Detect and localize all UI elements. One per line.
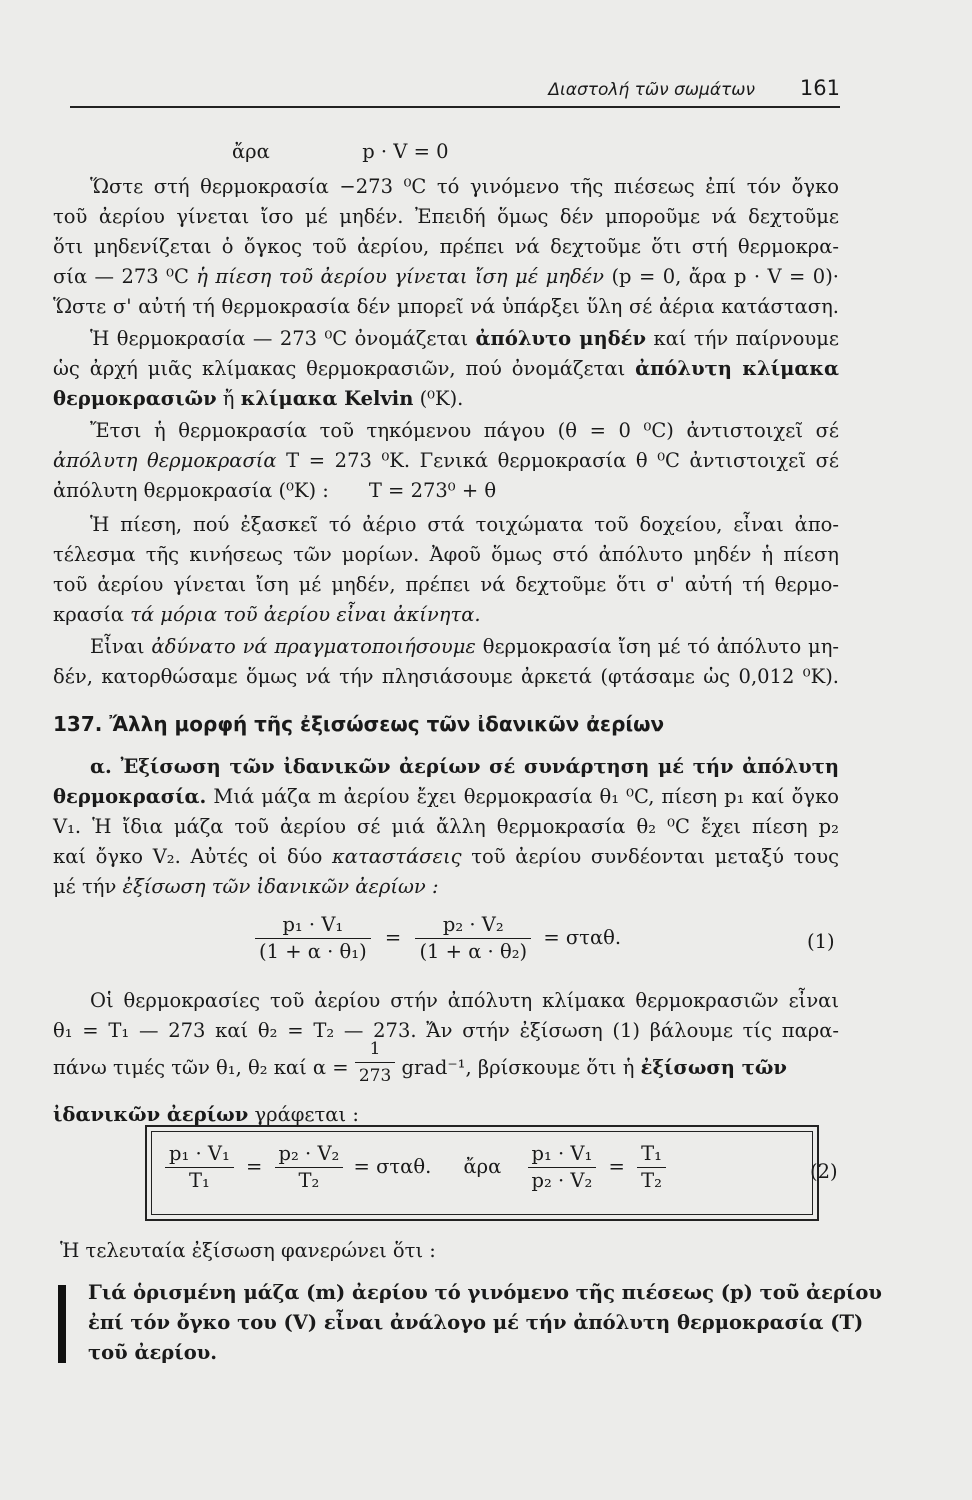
p5-line1: Εἶναι ἀδύνατο νά πραγματοποιήσουμε θερμοκρασία ἴση μέ τό ἀπόλυτο μη- — [90, 635, 839, 658]
p1-line2: τοῦ ἀερίου γίνεται ἴσο μέ μηδέν. Ἐπειδή ὅμως δέν μποροῦμε νά δεχτοῦμε — [53, 205, 839, 228]
temps-line1: Οἱ θερμοκρασίες τοῦ ἀερίου στήν ἀπόλυτη κλίμακα θερμοκρασιῶν εἶναι — [90, 989, 839, 1012]
eq-pv-zero: ἄρα p · V = 0 — [232, 140, 449, 163]
sa-line1: α. Ἐξίσωση τῶν ἰδανικῶν ἀερίων σέ συνάρτηση μέ τήν ἀπόλυτη — [90, 755, 839, 778]
header-rule — [70, 106, 840, 108]
p5-line2: δέν, κατορθώσαμε ὅμως νά τήν πλησιάσουμε ἀρκετά (φτάσαμε ὡς 0,012 ⁰K). — [53, 665, 839, 688]
temps-line4: ἰδανικῶν ἀερίων γράφεται : — [53, 1103, 359, 1126]
section-heading-137: 137. Ἄλλη μορφή τῆς ἐξισώσεως τῶν ἰδανικῶν ἀερίων — [53, 712, 665, 736]
p2-line2: ὡς ἀρχή μιᾶς κλίμακας θερμοκρασιῶν, πού ὀνομάζεται ἀπόλυτη κλίμακα — [53, 357, 840, 380]
p4-line3: τοῦ ἀερίου γίνεται ἴση μέ μηδέν, πρέπει νά δεχτοῦμε ὅτι σ' αὐτή τή θερμο- — [53, 573, 839, 596]
emphasis-bar — [58, 1285, 66, 1363]
p2-line1: Ἡ θερμοκρασία — 273 ⁰C ὀνομάζεται ἀπόλυτο μηδέν καί τήν παίρνουμε — [90, 327, 839, 350]
equation-1-label: (1) — [807, 930, 835, 953]
sa-line4: καί ὄγκο V₂. Αὐτές οἱ δύο καταστάσεις τοῦ ἀερίου συνδέονται μεταξύ τους — [53, 845, 839, 868]
equation-2-label: (2) — [810, 1160, 838, 1183]
sa-line2: θερμοκρασία. Μιά μάζα m ἀερίου ἔχει θερμοκρασία θ₁ ⁰C, πίεση p₁ καί ὄγκο — [53, 785, 839, 808]
p1-line1: Ὥστε στή θερμοκρασία −273 ⁰C τό γινόμενο τῆς πιέσεως ἐπί τόν ὄγκο — [90, 175, 839, 198]
p1-line3: ὅτι μηδενίζεται ὁ ὄγκος τοῦ ἀερίου, πρέπει νά δεχτοῦμε ὅτι στή θερμοκρα- — [53, 235, 839, 258]
p4-line4: κρασία τά μόρια τοῦ ἀερίου εἶναι ἀκίνητα. — [53, 603, 481, 626]
equation-1: $\frac{\text{p₁ · V₁}}{\text{(1 + α · θ₁)}}$ = $\frac{\text{p₂ · V₂}}{\text{(1 + α · θ₂)}}$ = σταθ. — [255, 912, 621, 965]
p3-line3: ἀπόλυτη θερμοκρασία (⁰K) : T = 273⁰ + θ — [53, 479, 497, 502]
conclusion-intro: Ἡ τελευταία ἐξίσωση φανερώνει ὅτι : — [60, 1239, 436, 1262]
temps-line2: θ₁ = T₁ — 273 καί θ₂ = T₂ — 273. Ἄν στήν ἐξίσωση (1) βάλουμε τίς παρα- — [53, 1019, 839, 1042]
p2-line3: θερμοκρασιῶν ἤ κλίμακα Kelvin (⁰K). — [53, 387, 464, 410]
p3-line1: Ἔτσι ἡ θερμοκρασία τοῦ τηκόμενου πάγου (θ = 0 ⁰C) ἀντιστοιχεῖ σέ — [90, 419, 839, 442]
p1-line5: Ὥστε σ' αὐτή τή θερμοκρασία δέν μπορεῖ νά ὑπάρξει ὕλη σέ ἀέρια κατάσταση. — [53, 295, 839, 318]
p3-line2: ἀπόλυτη θερμοκρασία T = 273 ⁰K. Γενικά θερμοκρασία θ ⁰C ἀντιστοιχεῖ σέ — [53, 449, 839, 472]
running-title: Διαστολή τῶν σωμάτων — [548, 80, 755, 100]
sa-line5: μέ τήν ἐξίσωση τῶν ἰδανικῶν ἀερίων : — [53, 875, 439, 898]
equation-2: $\frac{\text{p₁ · V₁}}{\text{T₁}}$ = $\frac{\text{p₂ · V₂}}{\text{T₂}}$ = σταθ. ἄρα $\frac{\text{p₁ · V₁}}{\text{p₂ · V₂}}$ = $\frac{\text{T₁}}{\text{T₂}}$ — [165, 1141, 666, 1194]
p4-line1: Ἡ πίεση, πού ἐξασκεῖ τό ἀέριο στά τοιχώματα τοῦ δοχείου, εἶναι ἀπο- — [90, 513, 839, 536]
page-header — [40, 76, 840, 106]
page-number: 161 — [799, 76, 840, 100]
statement-line3: τοῦ ἀερίου. — [88, 1341, 218, 1364]
boxed-equation-2 — [145, 1125, 819, 1221]
temps-line3: πάνω τιμές τῶν θ₁, θ₂ καί α = $\frac{1}{273}$ grad⁻¹, βρίσκουμε ὅτι ἡ ἐξίσωση τῶν — [53, 1048, 839, 1098]
statement-line1: Γιά ὁρισμένη μάζα (m) ἀερίου τό γινόμενο τῆς πιέσεως (p) τοῦ ἀερίου — [88, 1281, 882, 1304]
statement-line2: ἐπί τόν ὄγκο του (V) εἶναι ἀνάλογο μέ τήν ἀπόλυτη θερμοκρασία (T) — [88, 1311, 864, 1334]
p1-line4: σία — 273 ⁰C ἡ πίεση τοῦ ἀερίου γίνεται ἴση μέ μηδέν (p = 0, ἄρα p · V = 0)· — [53, 265, 839, 288]
p4-line2: τέλεσμα τῆς κινήσεως τῶν μορίων. Ἀφοῦ ὅμως στό ἀπόλυτο μηδέν ἡ πίεση — [53, 543, 839, 566]
sa-line3: V₁. Ἡ ἴδια μάζα τοῦ ἀερίου σέ μιά ἄλλη θερμοκρασία θ₂ ⁰C ἔχει πίεση p₂ — [53, 815, 839, 838]
